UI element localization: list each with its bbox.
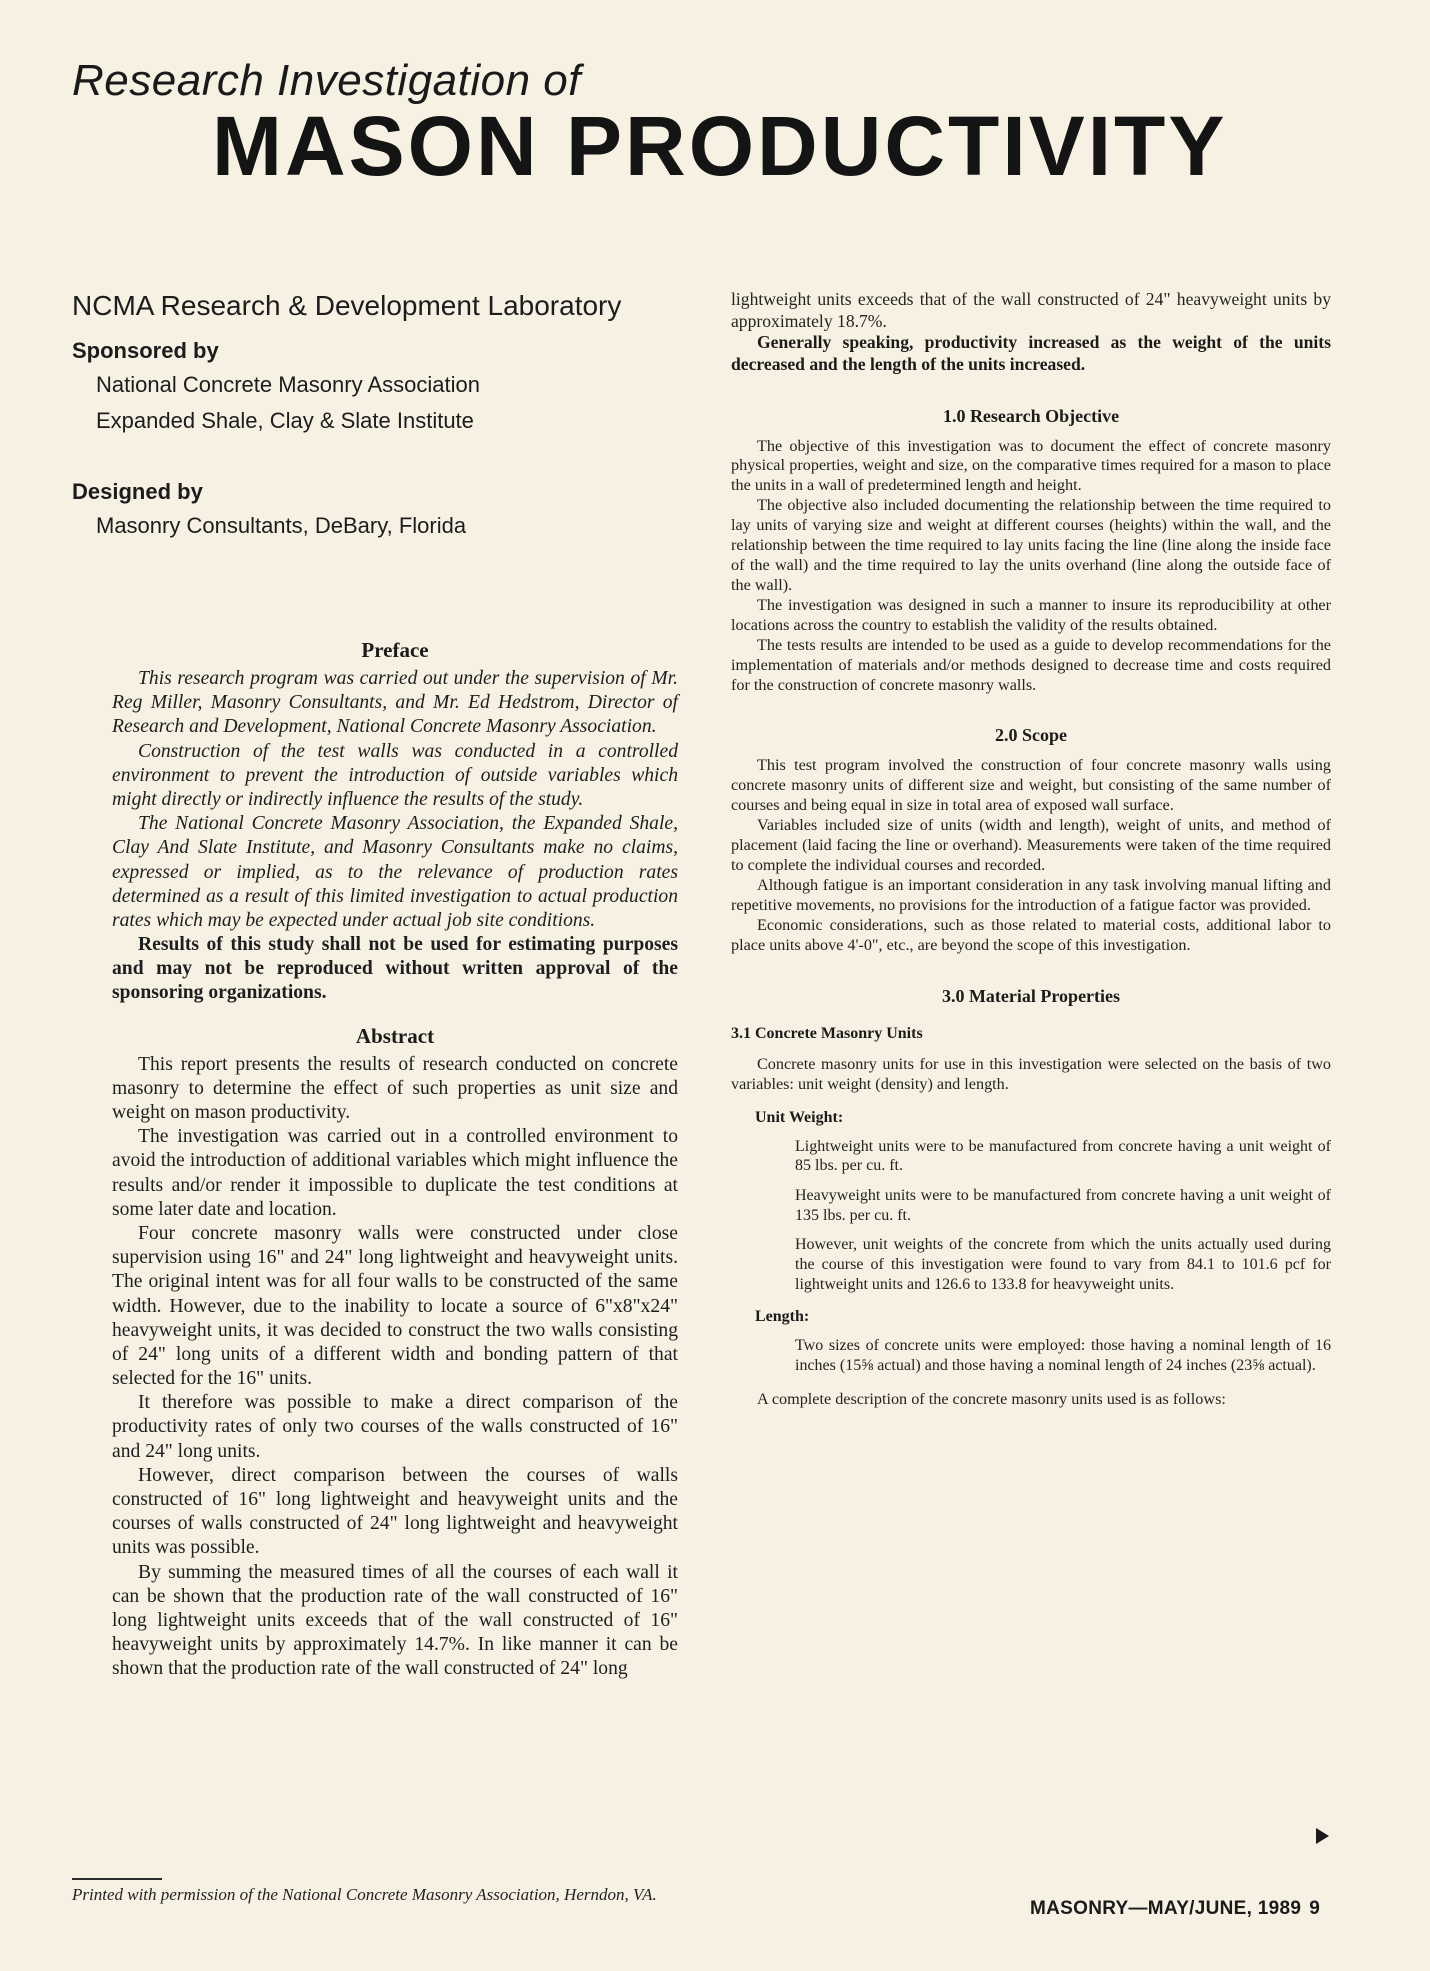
magazine-issue: MASONRY—MAY/JUNE, 1989 [1030,1898,1302,1919]
preface-paragraph: This research program was carried out under the supervision of Mr. Reg Miller, Masonry Consultants, and Mr. Ed Hedstrom, Director of Research and Development, National Concrete Masonry Association. [112,668,678,738]
section-2-paragraph: Although fatigue is an important consideration in any task involving manual lifting and repetitive movements, no provisions for the introduction of a fatigue factor was provided. [731,876,1331,914]
abstract-paragraph: However, direct comparison between the courses of walls constructed of 16" long lightweight and heavyweight units and the courses of walls constructed of 24" long lightweight and heavyweight units was possible. [112,1464,678,1559]
footnote: Printed with permission of the National Concrete Masonry Association, Herndon, VA. [72,1885,657,1904]
section-1-paragraph: The investigation was designed in such a manner to insure its reproducibility at other locations across the country to establish the validity of the results obtained. [731,595,1331,634]
section-2-paragraph: This test program involved the construction of four concrete masonry walls using concrete masonry units of different size and weight, but consisting of the same number of courses and being equal in size in total area of exposed wall surface. [731,756,1331,815]
section-2-heading: 2.0 Scope [995,725,1067,746]
section-1-heading: 1.0 Research Objective [942,405,1120,426]
section-3-intro: Concrete masonry units for use in this investigation were selected on the basis of two variables: unit weight (density) and length. [731,1054,1331,1093]
preface-paragraph: Construction of the test walls was conducted in a controlled environment to prevent the introduction of outside variables which might directly or indirectly influence the results of the study. [112,740,678,810]
section-1-paragraph: The tests results are intended to be used as a guide to develop recommendations for the implementation of materials and/or methods designed to decrease time and costs required for the construction of concrete masonry walls. [731,635,1331,694]
preface-heading: Preface [361,638,429,662]
footnote-rule [72,1878,162,1880]
abstract-heading: Abstract [355,1023,435,1048]
unit-weight-item: However, unit weights of the concrete from which the units actually used during the course of this investigation were found to vary from 84.1 to 101.6 pcf for lightweight units and 126.6 to 133.8 for heavyweight units. [795,1236,1331,1293]
section-3-heading: 3.0 Material Properties [941,985,1121,1006]
unit-weight-item: Lightweight units were to be manufactured from concrete having a unit weight of 85 lbs. per cu. ft. [795,1137,1331,1175]
designed-by-label: Designed by [72,479,203,505]
article-kicker: Research Investigation of [72,56,582,105]
lab-name: NCMA Research & Development Laboratory [72,290,622,321]
abstract-conclusion: Generally speaking, productivity increased as the weight of the units decreased and the length of the units increased. [731,332,1331,374]
section-2-paragraph: Variables included size of units (width and length), weight of units, and method of placement (laid facing the line or overhand). Measurements were taken of the time required to complete the individual courses and recorded. [731,816,1331,875]
abstract-paragraph: This report presents the results of research conducted on concrete masonry to determine the effect of such properties as unit size and weight on mason productivity. [112,1053,678,1123]
sponsored-by-label: Sponsored by [72,338,219,363]
section-2-paragraph: Economic considerations, such as those related to material costs, additional labor to place units above 4'-0", etc., are beyond the scope of this investigation. [731,915,1331,954]
abstract-continued: lightweight units exceeds that of the wall constructed of 24" heavyweight units by approximately 18.7%. [731,289,1331,331]
section-3-closing: A complete description of the concrete masonry units used is as follows: [757,1389,1226,1408]
section-3-1-heading: 3.1 Concrete Masonry Units [731,1024,923,1042]
section-1-paragraph: The objective also included documenting the relationship between the time required to lay units of varying size and weight at different courses (heights) within the wall, and the relationship between the time required to lay units facing the line (line along the inside face of the wall) and the time required to lay the units overhand (line along the outside face of the wall). [731,496,1331,594]
length-item: Two sizes of concrete units were employed: those having a nominal length of 16 inches (15⅝ actual) and those having a nominal length of 24 inches (23⅝ actual). [795,1337,1331,1374]
unit-weight-item: Heavyweight units were to be manufactured from concrete having a unit weight of 135 lbs. per cu. ft. [795,1186,1331,1224]
abstract-paragraph: It therefore was possible to make a direct comparison of the productivity rates of only two courses of the walls constructed of 16" and 24" long units. [112,1392,678,1462]
abstract-paragraph: Four concrete masonry walls were constructed under close supervision using 16" and 24" long lightweight and heavyweight units. The original intent was for all four walls to be constructed of the same width. However, due to the inability to locate a source of 6"x8"x24" heavyweight units, it was decided to construct the two walls consisting of 24" long units of a different width and bonding pattern of that selected for the 16" units. [112,1222,678,1390]
left-column [112,638,678,1682]
abstract-paragraph: The investigation was carried out in a controlled environment to avoid the introduction of additional variables which might influence the results and/or render it impossible to duplicate the test conditions at some later date and location. [112,1126,678,1220]
preface-paragraph: The National Concrete Masonry Association, the Expanded Shale, Clay And Slate Institute, and Masonry Consultants make no claims, expressed or implied, as to the relevance of production rates determined as a result of this limited investigation to actual production rates which may be expected under actual job site conditions. [112,813,678,931]
credits-block [72,290,692,547]
abstract-paragraph: By summing the measured times of all the courses of each wall it can be shown that the production rate of the wall constructed of 16" long lightweight units exceeds that of the wall constructed of 16" heavyweight units by approximately 14.7%. In like manner it can be shown that the production rate of the wall constructed of 24" long [112,1561,678,1680]
article-headline: MASON PRODUCTIVITY [212,99,1228,193]
page-folio [1030,1898,1320,1920]
continue-arrow-icon [1316,1828,1329,1844]
designer-line: Masonry Consultants, DeBary, Florida [96,513,467,539]
length-label: Length: [755,1308,810,1326]
preface-warning: Results of this study shall not be used for estimating purposes and may not be reproduced without written approval of the sponsoring organizations. [112,934,678,1004]
sponsor-line: National Concrete Masonry Association [96,372,480,397]
unit-weight-label: Unit Weight: [755,1108,844,1126]
page-number: 9 [1309,1898,1321,1919]
right-column [731,289,1331,1410]
sponsor-line: Expanded Shale, Clay & Slate Institute [96,407,474,433]
section-1-paragraph: The objective of this investigation was to document the effect of concrete masonry physical properties, weight and size, on the comparative times required for a mason to place the units in a wall of predetermined length and height. [731,436,1331,495]
